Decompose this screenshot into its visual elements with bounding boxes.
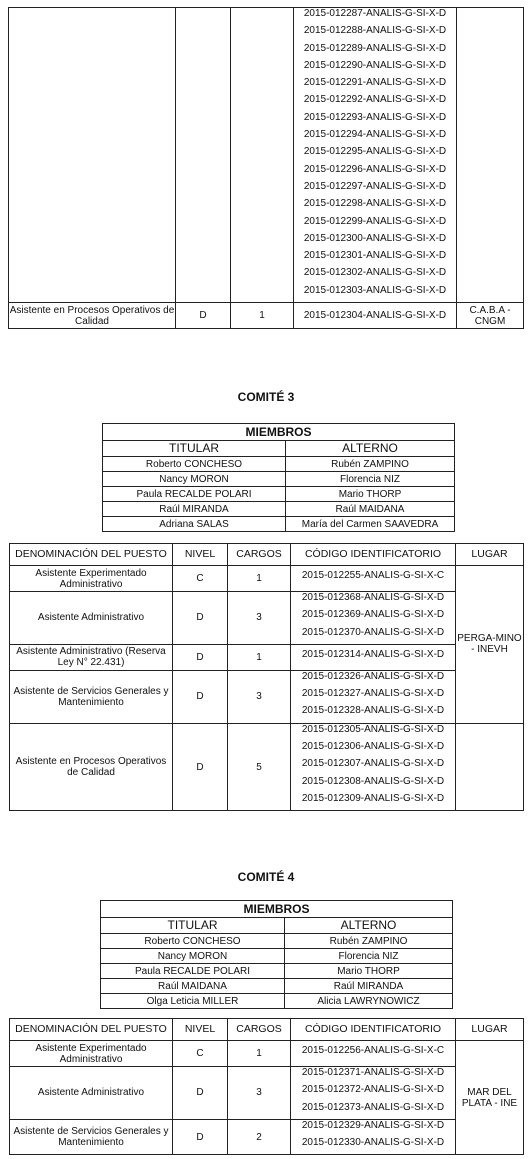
member-titular: Paula RECALDE POLARI (101, 964, 285, 979)
member-titular: Nancy MORON (101, 949, 285, 964)
alterno-header: ALTERNO (286, 441, 455, 457)
member-titular: Raúl MIRANDA (103, 502, 286, 517)
cargos-cell: 1 (228, 1041, 291, 1067)
member-row (103, 457, 455, 472)
member-row (101, 964, 453, 979)
table-header-row (10, 544, 524, 566)
code-list (291, 644, 456, 670)
table-row (9, 8, 524, 303)
header-puesto: DENOMINACIÓN DEL PUESTO (10, 1019, 173, 1041)
table-row (10, 1119, 524, 1155)
cargos-cell: 1 (228, 644, 291, 670)
nivel-cell: D (173, 670, 228, 723)
lugar-cell: MAR DEL PLATA - INE (456, 1041, 524, 1155)
puesto-cell: Asistente de Servicios Generales y Mantenimiento (10, 1119, 173, 1155)
code-item: 2015-012295-ANALIS-G-SI-X-D (303, 146, 447, 158)
puesto-cell: Asistente Administrativo (10, 592, 173, 645)
lugar-cell: PERGA-MINO - INEVH (456, 566, 524, 724)
comite-3-title: COMITÉ 3 (237, 390, 295, 404)
table-header-row (10, 1019, 524, 1041)
nivel-cell: C (173, 1041, 228, 1067)
nivel-cell: D (173, 644, 228, 670)
code-item: 2015-012296-ANALIS-G-SI-X-D (303, 163, 447, 175)
nivel-cell: D (176, 303, 231, 329)
member-titular: Nancy MORON (103, 472, 286, 487)
cargos-cell: 3 (228, 592, 291, 645)
code-item: 2015-012303-ANALIS-G-SI-X-D (303, 284, 447, 296)
member-row (103, 502, 455, 517)
table-row (10, 592, 524, 645)
code-list (291, 592, 456, 645)
puesto-cell: Asistente Experimentado Administrativo (10, 1041, 173, 1067)
member-alterno: Florencia NIZ (285, 949, 453, 964)
member-row (101, 949, 453, 964)
puesto-cell: Asistente Administrativo (Reserva Ley N° 22.431) (10, 644, 173, 670)
member-alterno: Rubén ZAMPINO (285, 934, 453, 949)
code-list (291, 670, 456, 723)
member-row (103, 487, 455, 502)
member-titular: Roberto CONCHESO (103, 457, 286, 472)
members-title: MIEMBROS (101, 901, 453, 918)
code-item: 2015-012302-ANALIS-G-SI-X-D (303, 267, 447, 279)
top-table (8, 7, 524, 329)
code-item: 2015-012289-ANALIS-G-SI-X-D (303, 42, 447, 54)
cargos-cell: 1 (228, 566, 291, 592)
cargos-cell: 3 (228, 670, 291, 723)
table-row (9, 303, 524, 329)
code-item: 2015-012372-ANALIS-G-SI-X-D (301, 1084, 445, 1096)
code-list (291, 1041, 456, 1067)
code-item: 2015-012290-ANALIS-G-SI-X-D (303, 59, 447, 71)
member-alterno: Rubén ZAMPINO (286, 457, 455, 472)
table-row (10, 670, 524, 723)
code-item: 2015-012330-ANALIS-G-SI-X-D (301, 1137, 445, 1149)
header-nivel: NIVEL (173, 1019, 228, 1041)
member-alterno: María del Carmen SAAVEDRA (286, 517, 455, 532)
code-item: 2015-012307-ANALIS-G-SI-X-D (301, 758, 445, 770)
code-item: 2015-012327-ANALIS-G-SI-X-D (301, 688, 445, 700)
lugar-cell-empty (456, 723, 524, 810)
code-list (291, 1119, 456, 1155)
header-codigo: CÓDIGO IDENTIFICATORIO (291, 1019, 456, 1041)
nivel-cell: D (173, 1067, 228, 1120)
code-item: 2015-012306-ANALIS-G-SI-X-D (301, 741, 445, 753)
table-row (10, 1041, 524, 1067)
table-row (10, 566, 524, 592)
member-alterno: Raúl MAIDANA (286, 502, 455, 517)
member-titular: Olga Leticia MILLER (101, 994, 285, 1009)
member-titular: Adriana SALAS (103, 517, 286, 532)
code-item: 2015-012305-ANALIS-G-SI-X-D (301, 723, 445, 735)
code-item: 2015-012288-ANALIS-G-SI-X-D (303, 25, 447, 37)
code-item: 2015-012293-ANALIS-G-SI-X-D (303, 111, 447, 123)
member-titular: Roberto CONCHESO (101, 934, 285, 949)
code-list (291, 723, 456, 810)
member-row (103, 472, 455, 487)
comite-3-members (102, 423, 455, 532)
table-row (10, 644, 524, 670)
comite-4-table (9, 1018, 524, 1155)
code-item: 2015-012301-ANALIS-G-SI-X-D (303, 250, 447, 262)
member-titular: Raúl MAIDANA (101, 979, 285, 994)
comite-3-table (9, 543, 524, 811)
code-item: 2015-012294-ANALIS-G-SI-X-D (303, 129, 447, 141)
cargos-cell: 1 (231, 303, 294, 329)
code-item: 2015-012291-ANALIS-G-SI-X-D (303, 77, 447, 89)
member-alterno: Raúl MIRANDA (285, 979, 453, 994)
header-puesto: DENOMINACIÓN DEL PUESTO (10, 544, 173, 566)
member-alterno: Mario THORP (285, 964, 453, 979)
header-cargos: CARGOS (228, 1019, 291, 1041)
comite-4-members (100, 900, 453, 1009)
code-item: 2015-012371-ANALIS-G-SI-X-D (301, 1067, 445, 1078)
cargos-cell: 2 (228, 1119, 291, 1155)
member-alterno: Florencia NIZ (286, 472, 455, 487)
lugar-cell: C.A.B.A - CNGM (457, 303, 524, 329)
member-row (101, 994, 453, 1009)
code-item: 2015-012326-ANALIS-G-SI-X-D (301, 670, 445, 682)
header-lugar: LUGAR (456, 544, 524, 566)
puesto-cell: Asistente Experimentado Administrativo (10, 566, 173, 592)
member-row (101, 934, 453, 949)
code-item: 2015-012329-ANALIS-G-SI-X-D (301, 1119, 445, 1131)
code-item: 2015-012308-ANALIS-G-SI-X-D (301, 775, 445, 787)
code-item: 2015-012369-ANALIS-G-SI-X-D (301, 609, 445, 621)
comite-4-title: COMITÉ 4 (237, 870, 295, 884)
member-row (101, 979, 453, 994)
code-item: 2015-012309-ANALIS-G-SI-X-D (301, 792, 445, 804)
nivel-cell: D (173, 1119, 228, 1155)
titular-header: TITULAR (103, 441, 286, 457)
alterno-header: ALTERNO (285, 918, 453, 934)
code-list (294, 8, 457, 303)
code-item: 2015-012370-ANALIS-G-SI-X-D (301, 626, 445, 638)
puesto-cell: Asistente en Procesos Operativos de Calidad (10, 723, 173, 810)
header-codigo: CÓDIGO IDENTIFICATORIO (291, 544, 456, 566)
member-titular: Paula RECALDE POLARI (103, 487, 286, 502)
puesto-cell: Asistente de Servicios Generales y Mantenimiento (10, 670, 173, 723)
code-item: 2015-012298-ANALIS-G-SI-X-D (303, 198, 447, 210)
code-item: 2015-012299-ANALIS-G-SI-X-D (303, 215, 447, 227)
code-item: 2015-012300-ANALIS-G-SI-X-D (303, 232, 447, 244)
code-item: 2015-012328-ANALIS-G-SI-X-D (301, 705, 445, 717)
member-row (103, 517, 455, 532)
code-cell: 2015-012304-ANALIS-G-SI-X-D (294, 303, 457, 329)
code-item: 2015-012256-ANALIS-G-SI-X-C (301, 1044, 445, 1056)
puesto-cell: Asistente en Procesos Operativos de Calidad (9, 304, 175, 327)
nivel-cell: D (173, 723, 228, 810)
code-item: 2015-012368-ANALIS-G-SI-X-D (301, 592, 445, 603)
code-list (291, 1067, 456, 1120)
code-list (291, 566, 456, 592)
code-item: 2015-012292-ANALIS-G-SI-X-D (303, 94, 447, 106)
member-alterno: Alicia LAWRYNOWICZ (285, 994, 453, 1009)
members-title: MIEMBROS (103, 424, 455, 441)
table-row (10, 1067, 524, 1120)
nivel-cell: D (173, 592, 228, 645)
code-item: 2015-012255-ANALIS-G-SI-X-C (301, 569, 445, 581)
code-item: 2015-012297-ANALIS-G-SI-X-D (303, 180, 447, 192)
nivel-cell: C (173, 566, 228, 592)
table-row (10, 723, 524, 810)
code-item: 2015-012287-ANALIS-G-SI-X-D (303, 8, 447, 19)
header-nivel: NIVEL (173, 544, 228, 566)
puesto-cell: Asistente Administrativo (10, 1067, 173, 1120)
header-lugar: LUGAR (456, 1019, 524, 1041)
code-item: 2015-012373-ANALIS-G-SI-X-D (301, 1101, 445, 1113)
cargos-cell: 3 (228, 1067, 291, 1120)
member-alterno: Mario THORP (286, 487, 455, 502)
header-cargos: CARGOS (228, 544, 291, 566)
cargos-cell: 5 (228, 723, 291, 810)
titular-header: TITULAR (101, 918, 285, 934)
code-item: 2015-012314-ANALIS-G-SI-X-D (301, 648, 445, 660)
